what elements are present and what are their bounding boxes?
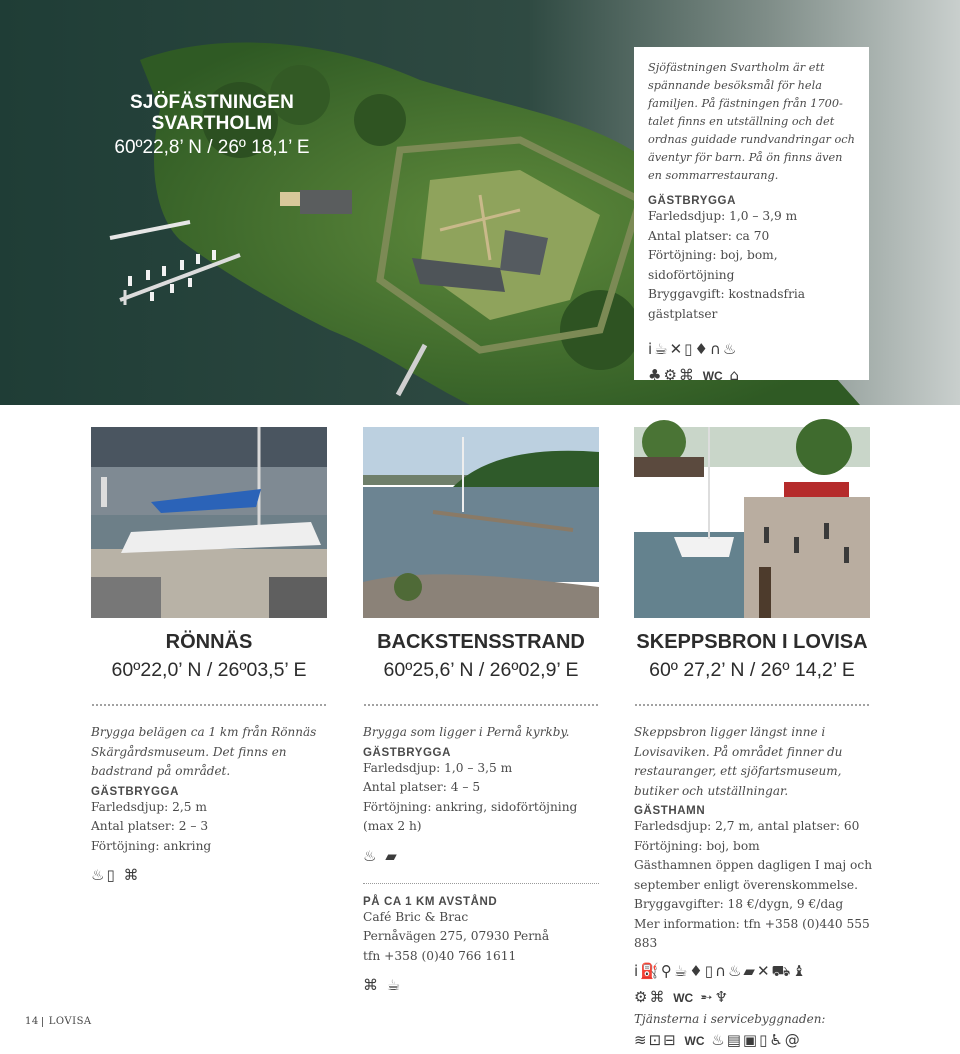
backstensstrand-fact: (max 2 h) [363, 819, 422, 833]
svartholm-service-icons-row2 [648, 362, 859, 389]
skeppsbron-fact: Gästhamnen öppen dagligen I maj och september enligt överenskommelse. [634, 858, 873, 892]
skeppsbron-fact: Bryggavgifter: 18 €/dygn, 9 €/dag [634, 897, 844, 911]
skeppsbron-label: GÄSTHAMN [634, 805, 706, 817]
skeppsbron-fact: Farledsdjup: 2,7 m, antal platser: 60 [634, 819, 860, 833]
ronnas-label: GÄSTBRYGGA [91, 785, 179, 798]
ronnas-intro: Brygga belägen ca 1 km från Rönnäs Skärgårdsmuseum. Det finns en badstrand på området. [91, 725, 317, 778]
wc-icon: WC [673, 990, 694, 1005]
services-icon-group: ≋⊡⊟ [634, 1030, 678, 1049]
nearby-label: PÅ CA 1 KM AVSTÅND [363, 895, 498, 908]
hero-aerial-photo [0, 0, 960, 405]
wc-icon: WC [702, 369, 723, 383]
ronnas-coordinates: 60º22,0’ N / 26º03,5’ E [111, 659, 307, 681]
wc-icon: WC [684, 1033, 705, 1048]
cafe-service-icons: ⌘ ☕ [363, 976, 403, 994]
footer-place: LOVISA [48, 1016, 92, 1027]
svartholm-info-box [634, 47, 869, 384]
skeppsbron-service-icons-row2 [634, 984, 884, 1011]
location-name-line2: SVARTHOLM [151, 113, 273, 135]
svartholm-fact: Förtöjning: boj, bom, sidoförtöjning [648, 248, 778, 282]
backstensstrand-fact: Förtöjning: ankring, sidoförtöjning [363, 799, 578, 814]
page-number: 14 [25, 1016, 39, 1027]
wavy-divider [91, 703, 327, 709]
skeppsbron-fact: Mer information: tfn +358 (0)440 555 883 [634, 916, 870, 950]
services-icon-group: ➵♆ [700, 987, 731, 1006]
hero-title-block [112, 92, 312, 158]
dotted-divider [363, 883, 599, 884]
cafe-phone: tfn +358 (0)40 766 1611 [363, 948, 517, 963]
ronnas-fact: Antal platser: 2 – 3 [91, 819, 209, 833]
ronnas-title: RÖNNÄS [165, 631, 253, 653]
location-name-line1: SJÖFÄSTNINGEN [129, 92, 295, 113]
page-footer [25, 1016, 92, 1027]
skeppsbron-fact: Förtöjning: boj, bom [634, 838, 760, 853]
wavy-divider [363, 703, 599, 709]
location-coordinates: 60º22,8’ N / 26º 18,1’ E [114, 136, 310, 158]
skeppsbron-service-icons-row1: i⛽⚲☕♦▯∩♨▰✕⛟♝ [634, 961, 808, 980]
svartholm-intro: Sjöfästningen Svartholm är ett spännande besöksmål för hela familjen. På fästningen från 1700-talet finns en utställning och det ordnas guidade rundvandringar och äventyr för barn. På ön finns även en sommarrestaurang. [648, 61, 855, 182]
column-skeppsbron [634, 628, 884, 1054]
backstensstrand-title: BACKSTENSSTRAND [377, 631, 585, 653]
ronnas-service-icons: ♨▯ ⌘ [91, 866, 141, 884]
backstensstrand-intro: Brygga som ligger i Pernå kyrkby. [363, 725, 570, 739]
backstensstrand-service-icons: ♨ ▰ [363, 846, 399, 865]
skeppsbron-title: SKEPPSBRON I LOVISA [636, 631, 868, 653]
skeppsbron-service-icons-row3 [634, 1027, 884, 1054]
wavy-divider [634, 703, 870, 709]
services-icon-group: ⚙⌘ [634, 987, 667, 1006]
photo-ronnas [91, 427, 327, 618]
cafe-name: Café Bric & Brac [363, 909, 469, 924]
backstensstrand-fact: Farledsdjup: 1,0 – 3,5 m [363, 760, 513, 775]
svartholm-fact: Antal platser: ca 70 [648, 228, 770, 243]
photo-backstensstrand [363, 427, 599, 618]
backstensstrand-label: GÄSTBRYGGA [363, 746, 451, 759]
services-icon-group: ♨▤▣▯♿@ [711, 1030, 802, 1049]
svartholm-fact: Bryggavgift: kostnadsfria gästplatser [648, 287, 806, 321]
services-icon-group: ♣⚙⌘ [648, 366, 696, 384]
svartholm-label: GÄSTBRYGGA [648, 195, 736, 207]
backstensstrand-coordinates: 60º25,6’ N / 26º02,9’ E [383, 659, 579, 681]
svartholm-fact: Farledsdjup: 1,0 – 3,9 m [648, 209, 798, 223]
backstensstrand-fact: Antal platser: 4 – 5 [363, 780, 481, 794]
ronnas-fact: Förtöjning: ankring [91, 838, 212, 853]
cafe-address: Pernåvägen 275, 07930 Pernå [363, 929, 550, 943]
ronnas-fact: Farledsdjup: 2,5 m [91, 799, 207, 814]
skeppsbron-intro: Skeppsbron ligger längst inne i Lovisaviken. På området finner du restauranger, ett sjöfartsmuseum, butiker och utställningar. [634, 725, 843, 798]
photo-skeppsbron [634, 427, 870, 618]
skeppsbron-coordinates: 60º 27,2’ N / 26º 14,2’ E [649, 659, 855, 681]
column-backstensstrand [363, 628, 599, 998]
sauna-icon: ⌂ [729, 366, 741, 384]
svartholm-service-icons-row1: i☕✕▯♦∩♨ [648, 340, 739, 358]
services-building-label: Tjänsterna i servicebyggnaden: [634, 1011, 826, 1026]
column-ronnas [91, 628, 327, 888]
